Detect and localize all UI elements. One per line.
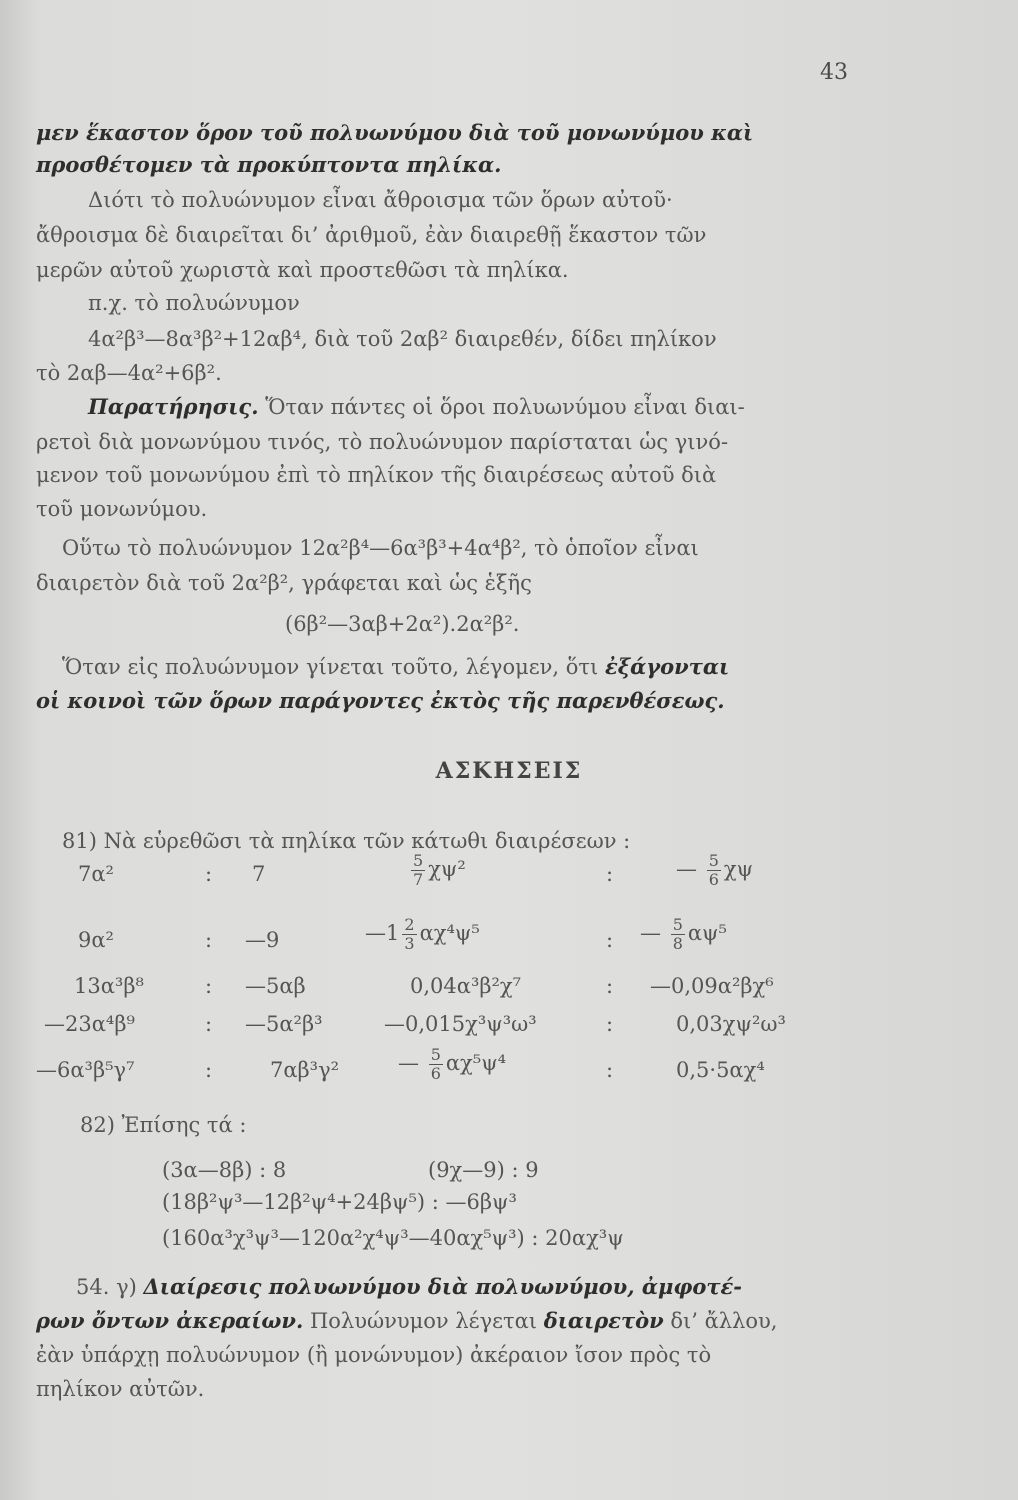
ex81-r2-c [365, 916, 480, 953]
para3-line1-bold: ἐξάγονται [604, 654, 730, 679]
ex81-r1-d-pre: — [676, 857, 697, 881]
frac-den: 3 [404, 934, 415, 953]
ex81-r1-colon1: : [205, 862, 213, 886]
ex81-r5-colon2: : [606, 1058, 614, 1082]
example-line1: π.χ. τὸ πολυώνυμον [88, 291, 300, 315]
frac-num: 2 [404, 915, 415, 934]
ex81-r1-c [408, 852, 466, 889]
ex82-row1-a: (3α—8β) : 8 [162, 1158, 287, 1182]
ex82-intro: 82) Ἐπίσης τά : [80, 1113, 247, 1137]
ex81-r1-a: 7α² [78, 862, 114, 886]
section54-title-line2: ρων ὄντων ἀκεραίων. [36, 1308, 304, 1333]
frac-num: 5 [708, 851, 719, 870]
section54-line4: πηλίκον αὐτῶν. [36, 1377, 205, 1401]
example2-line2: διαιρετὸν διὰ τοῦ 2α²β², γράφεται καὶ ὡς ἑξῆς [36, 571, 532, 595]
ex81-r4-colon1: : [205, 1012, 213, 1036]
section54-line2-rest: Πολυώνυμον λέγεται [309, 1309, 538, 1333]
ex81-r5-a: —6α³β⁵γ⁷ [36, 1058, 135, 1082]
ex81-r2-c-pre: —1 [365, 921, 400, 945]
ex81-r4-b: —5α²β³ [245, 1012, 323, 1036]
ex81-r2-a: 9α² [78, 928, 114, 952]
section54-num: 54. γ) [76, 1275, 137, 1299]
ex81-r4-d: 0,03χψ²ω³ [676, 1012, 786, 1036]
section54-line2 [36, 1306, 777, 1336]
section54-bold-word: διαιρετὸν [543, 1308, 664, 1333]
ex82-row3: (160α³χ³ψ³—120α²χ⁴ψ³—40αχ⁵ψ³) : 20αχ³ψ [162, 1226, 624, 1250]
ex81-r1-colon2: : [606, 862, 614, 886]
para3-line1-start: Ὅταν εἰς πολυώνυμον γίνεται τοῦτο, λέγομεν, ὅτι [62, 655, 599, 679]
ex81-r1-c-post: χψ² [428, 857, 466, 881]
exercises-title: ΑΣΚΗΣΕΙΣ [435, 758, 583, 784]
remark-line2: ρετοὶ διὰ μονωνύμου τινός, τὸ πολυώνυμον παρίσταται ὡς γινό- [36, 430, 729, 454]
ex81-r2-c-frac [402, 916, 416, 953]
ex81-r1-d-post: χψ [723, 857, 754, 881]
remark-line4: τοῦ μονωνύμου. [36, 497, 208, 521]
para3-line2: οἱ κοινοὶ τῶν ὅρων παράγοντες ἐκτὸς τῆς παρενθέσεως. [36, 688, 725, 713]
remark-line3: μενον τοῦ μονωνύμου ἐπὶ τὸ πηλίκον τῆς διαιρέσεως αὐτοῦ διὰ [36, 463, 717, 487]
ex81-r3-c: 0,04α³β²χ⁷ [410, 974, 522, 998]
ex81-r2-d-pre: — [640, 921, 661, 945]
ex81-r5-colon1: : [205, 1058, 213, 1082]
ex82-row2: (18β²ψ³—12β²ψ⁴+24βψ⁵) : —6βψ³ [162, 1190, 517, 1214]
para1-line1: μεν ἕκαστον ὅρον τοῦ πολυωνύμου διὰ τοῦ μονωνύμου καὶ [36, 120, 754, 145]
section54-line1 [76, 1272, 742, 1302]
example-line2: 4α²β³—8α³β²+12αβ⁴, διὰ τοῦ 2αβ² διαιρεθέν, δίδει πηλίκον [88, 327, 717, 351]
ex81-r3-a: 13α³β⁸ [74, 974, 144, 998]
para2-line2: ἄθροισμα δὲ διαιρεῖται δι’ ἀριθμοῦ, ἐὰν διαιρεθῇ ἕκαστον τῶν [36, 223, 707, 247]
frac-den: 7 [413, 870, 424, 889]
ex81-r2-d [640, 916, 727, 953]
ex81-r4-c: —0,015χ³ψ³ω³ [384, 1012, 537, 1036]
ex81-r5-c-pre: — [398, 1051, 419, 1075]
ex81-r3-d: —0,09α²βχ⁶ [650, 974, 774, 998]
remark-line1 [88, 392, 745, 422]
ex81-r5-d: 0,5·5αχ⁴ [676, 1058, 765, 1082]
ex81-r3-b: —5αβ [245, 974, 306, 998]
ex81-r2-colon1: : [205, 928, 213, 952]
ex81-r3-colon2: : [606, 974, 614, 998]
section54-line2-end: δι’ ἄλλου, [670, 1309, 778, 1333]
ex81-r5-c [398, 1046, 506, 1083]
ex81-r2-c-post: αχ⁴ψ⁵ [419, 921, 480, 945]
para1-line2: προσθέτομεν τὰ προκύπτοντα πηλίκα. [36, 152, 502, 177]
remark-label: Παρατήρησις. [88, 394, 259, 419]
ex81-r2-b: —9 [245, 928, 280, 952]
section54-title-line1: Διαίρεσις πολυωνύμου διὰ πολυωνύμου, ἀμφοτέ- [143, 1274, 743, 1299]
ex81-r1-c-frac [411, 852, 425, 889]
ex81-r4-a: —23α⁴β⁹ [44, 1012, 135, 1036]
para2-line3: μερῶν αὐτοῦ χωριστὰ καὶ προστεθῶσι τὰ πηλίκα. [36, 258, 569, 282]
frac-den: 8 [672, 934, 683, 953]
ex81-r1-d [676, 852, 753, 889]
para2-line1: Διότι τὸ πολυώνυμον εἶναι ἄθροισμα τῶν ὅρων αὐτοῦ· [88, 188, 673, 212]
example2-formula: (6β²—3αβ+2α²).2α²β². [285, 612, 520, 636]
section54-line3: ἐὰν ὑπάρχῃ πολυώνυμον (ἢ μονώνυμον) ἀκέραιον ἴσον πρὸς τὸ [36, 1343, 712, 1367]
ex81-r1-b: 7 [252, 862, 266, 886]
ex81-r2-colon2: : [606, 928, 614, 952]
remark-line1-rest: Ὅταν πάντες οἱ ὅροι πολυωνύμου εἶναι διαι- [265, 395, 745, 419]
ex81-r3-colon1: : [205, 974, 213, 998]
ex81-r2-d-post: αψ⁵ [687, 921, 727, 945]
para3-line1 [62, 652, 729, 682]
example2-line1: Οὕτω τὸ πολυώνυμον 12α²β⁴—6α³β³+4α⁴β², τὸ ὁποῖον εἶναι [62, 536, 699, 560]
ex81-r2-d-frac [671, 916, 685, 953]
ex81-intro: 81) Νὰ εὑρεθῶσι τὰ πηλίκα τῶν κάτωθι διαιρέσεων : [62, 829, 631, 853]
ex81-r5-c-frac [429, 1046, 443, 1083]
frac-den: 6 [430, 1064, 441, 1083]
frac-num: 5 [413, 851, 424, 870]
ex81-r5-c-post: αχ⁵ψ⁴ [445, 1051, 507, 1075]
example-line3: τὸ 2αβ—4α²+6β². [36, 361, 222, 385]
ex81-r5-b: 7αβ³γ² [270, 1058, 340, 1082]
frac-num: 5 [672, 915, 683, 934]
page-number: 43 [820, 60, 848, 85]
frac-num: 5 [430, 1045, 441, 1064]
ex81-r4-colon2: : [606, 1012, 614, 1036]
ex82-row1-b: (9χ—9) : 9 [428, 1158, 539, 1182]
frac-den: 6 [708, 870, 719, 889]
ex81-r1-d-frac [707, 852, 721, 889]
